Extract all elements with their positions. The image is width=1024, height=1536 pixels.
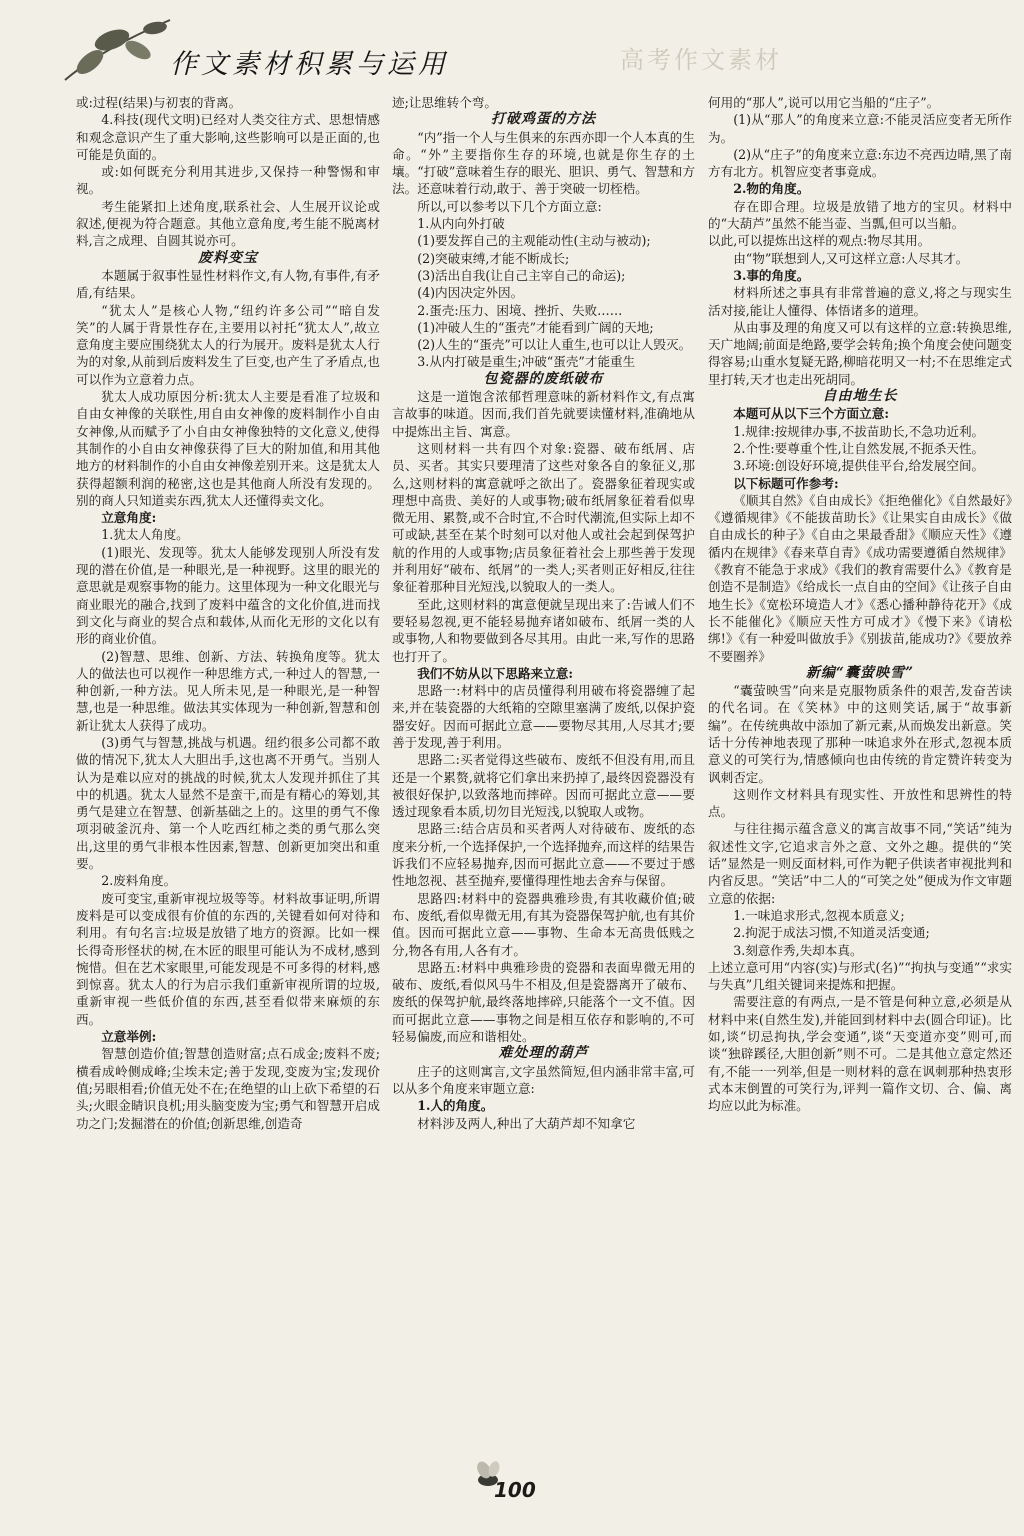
paragraph: 思路二:买者觉得这些破布、废纸不但没有用,而且还是一个累赘,就将它们拿出来扔掉了,最终因瓷器没有被很好保护,以致落地而摔碎。因而可据此立意——要透过现象看本质,切勿目光短浅,以貌取人或物。 xyxy=(392,752,695,820)
section-heading: 难处理的葫芦 xyxy=(498,1045,589,1062)
paragraph: (1)从“那人”的角度来立意:不能灵活应变者无所作为。 xyxy=(708,112,1012,145)
paragraph: 4.科技(现代文明)已经对人类交往方式、思想情感和观念意识产生了重大影响,这些影响可以是正面的,也可能是负面的。 xyxy=(76,112,380,162)
section-heading: 自由地生长 xyxy=(822,388,898,405)
section-heading: 新编“囊萤映雪” xyxy=(805,664,915,681)
paragraph: (1)冲破人生的“蛋壳”才能看到广阔的天地; xyxy=(417,319,654,335)
paragraph: (4)内因决定外因。 xyxy=(417,285,524,301)
paragraph: 思路四:材料中的瓷器典雅珍贵,有其收藏价值;破布、废纸,看似卑微无用,有其为瓷器保驾护航,也有其价值。因而可据此立意——事物、生命本无高贵低贱之分,物各有用,人各有才。 xyxy=(392,890,695,958)
paragraph: 存在即合理。垃圾是放错了地方的宝贝。材料中的“大葫芦”虽然不能当壶、当瓢,但可以当船。 xyxy=(708,198,1012,232)
header-title: 作文素材积累与运用 xyxy=(170,49,449,80)
header-faint-text: 高考作文素材 xyxy=(620,46,782,74)
paragraph: 迹;让思维转个弯。 xyxy=(392,95,497,110)
paragraph: 以下标题可作参考: xyxy=(733,475,839,491)
paragraph: 从由事及理的角度又可以有这样的立意:转换思维,天广地阔;前面是绝路,要学会转角;换个角度会使问题变得容易;山重水复疑无路,柳暗花明又一村;不在思维定式里打转,天才也走出死胡同。 xyxy=(708,319,1012,387)
paragraph: 材料涉及两人,种出了大葫芦却不知拿它 xyxy=(417,1115,636,1131)
paragraph: “囊萤映雪”向来是克服物质条件的艰苦,发奋苦读的代名词。在《笑林》中的这则笑话,属于“故事新编”。在传统典故中添加了新元素,从而焕发出新意。笑话十分传神地表现了那种一味追求外在形式,忽视本质意义的可笑行为,情感倾向也由传统的肯定赞许转变为讽刺否定。 xyxy=(708,683,1012,785)
paragraph: 1.人的角度。 xyxy=(417,1098,494,1114)
paragraph: 犹太人成功原因分析:犹太人主要是看准了垃圾和自由女神像的关联性,用自由女神像的废料制作小自由女神像,从而赋予了小自由女神像独特的文化意义,使得其制作的小自由女神像获得了巨大的附加值,和用其他地方的材料制作的小自由女神像差别开来。这是犹太人获得超额利润的秘密,这也是其他商人所没有发现的。别的商人只知道卖东西,犹太人还懂得卖文化。 xyxy=(76,389,380,508)
paragraph: 何用的“那人”,说可以用它当船的“庄子”。 xyxy=(708,95,940,110)
paragraph: 立意举例: xyxy=(101,1029,157,1045)
paragraph: 或:过程(结果)与初衷的背离。 xyxy=(76,95,242,110)
page-header xyxy=(0,0,1024,100)
section-heading: 包瓷器的废纸破布 xyxy=(483,370,604,387)
paragraph: 思路一:材料中的店员懂得利用破布将瓷器缠了起来,并在装瓷器的大纸箱的空隙里塞满了废纸,以保护瓷器安好。因而可据此立意——要物尽其用,人尽其才;要善于发现,善于利用。 xyxy=(392,683,695,750)
paragraph: 2.蛋壳:压力、困境、挫折、失败…… xyxy=(417,302,623,318)
paragraph: 材料所述之事具有非常普遍的意义,将之与现实生活对接,能让人懂得、体悟诸多的道理。 xyxy=(708,285,1012,318)
paragraph: 3.事的角度。 xyxy=(733,267,810,283)
paragraph: 我们不妨从以下思路来立意: xyxy=(417,665,573,681)
paragraph: (1)眼光、发现等。犹太人能够发现别人所没有发现的潜在价值,是一种眼光,是一种视野。这里的眼光的意思就是观察事物的能力。这里体现为一种文化眼光与商业眼光的融合,找到了废料中蕴含的文化价值,进而找到文化与商业的契合点和载体,从而化无形的文化以有形的商业价值。 xyxy=(76,544,380,647)
page-number: 100 xyxy=(494,1478,536,1502)
paragraph: (2)人生的“蛋壳”可以让人重生,也可以让人毁灭。 xyxy=(417,337,692,353)
paragraph: (2)智慧、思维、创新、方法、转换角度等。犹太人的做法也可以视作一种思维方式,一种过人的智慧,一种创新,一种方法。见人所未见,是一种眼光,是一种智慧,也是一种思维。做法其实体现为一种创新,智慧和创新让犹太人获得了成功。 xyxy=(76,648,380,733)
paragraph: 以此,可以提炼出这样的观点:物尽其用。 xyxy=(708,233,931,249)
paragraph: 1.规律:按规律办事,不拔苗助长,不急功近利。 xyxy=(733,423,985,439)
paragraph: 思路三:结合店员和买者两人对待破布、废纸的态度来分析,一个选择保护,一个选择抛弃,而这样的结果告诉我们不应轻易抛弃,因而可据此立意——不要过于感性地忽视、甚至抛弃,要懂得理性地去舍弃与保留。 xyxy=(392,821,695,889)
paragraph: “内”指一个人与生俱来的东西亦即一个人本真的生命。“外”主要指你生存的环境,也就是你生存的土壤。“打破”意味着生存的眼光、胆识、勇气、智慧和方法。还意味着行动,敢于、善于突破一切桎梏。 xyxy=(392,129,695,197)
leaf-branch-icon xyxy=(60,10,180,90)
paragraph: 考生能紧扣上述角度,联系社会、人生展开议论或叙述,便视为符合题意。其他立意角度,考生能不脱离材料,言之成理、自圆其说亦可。 xyxy=(76,198,380,249)
paragraph: (3)勇气与智慧,挑战与机遇。纽约很多公司都不敢做的情况下,犹太人大胆出手,这也离不开勇气。当别人认为是难以应对的挑战的时候,犹太人发现并抓住了其中的机遇。犹太人显然不是蛮干,而是有精心的筹划,其勇气是建立在智慧、创新基础之上的。这里的勇气不像项羽破釜沉舟、第一个人吃西红柿之类的勇气那么突出,这里的勇气非根本性因素,智慧、创新更加突出和重要。 xyxy=(76,734,380,872)
paragraph: (2)突破束缚,才能不断成长; xyxy=(417,250,570,266)
paragraph: 本题可从以下三个方面立意: xyxy=(733,406,889,422)
paragraph: (2)从“庄子”的角度来立意:东边不亮西边晴,黑了南方有北方。机智应变者事竟成。 xyxy=(708,146,1012,180)
paragraph: 这则材料一共有四个对象:瓷器、破布纸屑、店员、买者。其实只要理清了这些对象各自的象征义,那么,这则材料的寓意就呼之欲出了。瓷器象征着现实或理想中高贵、美好的人或事物;破布纸屑象征着看似卑微无用、累赘,或不合时宜,不合时代潮流,但实际上却不可或缺,甚至在某个时刻可以对他人或社会起到保驾护航的作用的人或事物;店员象征着社会上那些善于发现并利用好“破布、纸屑”的一类人;买者则正好相反,往往象征着那种目光短浅,以貌取人的一类人。 xyxy=(392,440,695,595)
paragraph: 1.犹太人角度。 xyxy=(101,527,189,543)
paragraph: 所以,可以参考以下几个方面立意: xyxy=(417,198,602,214)
paragraph: 3.刻意作秀,失却本真。 xyxy=(733,942,863,958)
paragraph: 与往往揭示蕴含意义的寓言故事不同,“笑话”纯为叙述性文字,它追求言外之意、文外之趣。提供的“笑话”显然是一则反面材料,可作为靶子供读者审视批判和内省反思。“笑话”中二人的“可笑之处”便成为作文审题立意的依据: xyxy=(708,821,1012,906)
paragraph: 至此,这则材料的寓意便就呈现出来了:告诫人们不要轻易忽视,更不能轻易抛弃诸如破布、纸屑一类的人或事物,人和物要做到各尽其用。由此一来,写作的思路也打开了。 xyxy=(392,596,695,664)
paragraph: 2.个性:要尊重个性,让自然发展,不扼杀天性。 xyxy=(733,440,985,456)
paragraph: 1.一味追求形式,忽视本质意义; xyxy=(733,907,905,923)
paragraph: (3)活出自我(让自己主宰自己的命运); xyxy=(417,267,626,283)
section-heading: 打破鸡蛋的方法 xyxy=(491,111,596,128)
paragraph: 庄子的这则寓言,文字虽然简短,但内涵非常丰富,可以从多个角度来审题立意: xyxy=(392,1063,695,1096)
paragraph: 由“物”联想到人,又可这样立意:人尽其才。 xyxy=(733,250,969,266)
paragraph: 这则作文材料具有现实性、开放性和思辨性的特点。 xyxy=(708,786,1012,820)
paragraph: 《顺其自然》《自由成长》《拒绝催化》《自然最好》《遵循规律》《不能拔苗助长》《让果实自由成长》《做自由成长的种子》《自由之果最香甜》《顺应天性》《遵循内在规律》《春来草自青》《成功需要遵循自然规律》《教育不能急于求成》《我们的教育需要什么》《教育是创造不是制造》《给成长一点自由的空间》《让孩子自由地生长》《宽松环境造人才》《悉心播种静待花开》《成长不能催化》《顺应天性方可成才》《慢下来》《请松绑!》《有一种爱叫做放手》《别拔苗,能成功?》《要放养不要圈养》 xyxy=(708,492,1012,664)
paragraph: “犹太人”是核心人物,“纽约许多公司”“暗自发笑”的人属于背景性存在,主要用以衬托“犹太人”,故立意角度主要应围绕犹太人的行为展开。废料是犹太人行为的对象,从前到后废料发生了巨变,也产生了矛盾点,也可以作为立意着力点。 xyxy=(76,302,380,387)
paragraph: 3.环境:创设好环境,提供佳平台,给发展空间。 xyxy=(733,458,985,474)
paragraph: 立意角度: xyxy=(101,510,157,526)
paragraph: 2.物的角度。 xyxy=(733,181,810,197)
paragraph: 3.从内打破是重生;冲破“蛋壳”才能重生 xyxy=(417,354,636,370)
paragraph: 这是一道饱含浓郁哲理意味的新材料作文,有点寓言故事的味道。因而,我们首先就要读懂材料,准确地从中提炼出主旨、寓意。 xyxy=(392,389,695,439)
paragraph: 1.从内向外打破 xyxy=(417,216,505,232)
paragraph: 2.拘泥于成法习惯,不知道灵活变通; xyxy=(733,925,930,941)
paragraph: 本题属于叙事性显性材料作文,有人物,有事件,有矛盾,有结果。 xyxy=(76,267,380,301)
column-middle xyxy=(392,94,695,1132)
paragraph: 2.废料角度。 xyxy=(101,873,177,889)
section-heading: 废料变宝 xyxy=(198,249,258,266)
column-left xyxy=(76,94,380,1132)
paragraph: (1)要发挥自己的主观能动性(主动与被动); xyxy=(417,233,651,249)
paragraph: 废可变宝,重新审视垃圾等等。材料故事证明,所谓废料是可以变成很有价值的东西的,关键看如何对待和利用。有句名言:垃圾是放错了地方的资源。比如一棵长得奇形怪状的树,在木匠的眼里可能认为不成材,感到惋惜。但在艺术家眼里,可能发现是不可多得的材料,感到惊喜。犹太人的行为启示我们重新审视所谓的垃圾,重新审视一些低价值的东西,甚至看似带来麻烦的东西。 xyxy=(76,890,380,1027)
paragraph: 智慧创造价值;智慧创造财富;点石成金;废料不废;横看成岭侧成峰;尘埃未定;善于发现,变废为宝;发现价值;另眼相看;价值无处不在;在绝望的山上砍下希望的石头;火眼金睛识良机;用头脑变废为宝;勇气和智慧开启成功之门;发掘潜在的价值;创新思维,创造奇 xyxy=(76,1046,380,1131)
column-right xyxy=(708,94,1012,1115)
paragraph: 思路五:材料中典雅珍贵的瓷器和表面卑微无用的破布、废纸,看似风马牛不相及,但是瓷器离开了破布、废纸的保驾护航,最终落地摔碎,只能落个一文不值。因而可据此立意——事物之间是相互依存和影响的,不可轻易偏废,而应和谐相处。 xyxy=(392,959,695,1045)
paragraph: 需要注意的有两点,一是不管是何种立意,必须是从材料中来(自然生发),并能回到材料中去(圆合印证)。比如,谈“切忌拘执,学会变通”,谈“天变道亦变”则可,而谈“独辟蹊径,大胆创新”则不可。二是其他立意定然还有,不能一一列举,但是一则材料的意在讽刺那种热衷形式本末倒置的可笑行为,评判一篇作文切、合、偏、离均应以此为标准。 xyxy=(708,994,1012,1114)
paragraph: 或:如何既充分利用其进步,又保持一种警惕和审视。 xyxy=(76,164,380,197)
paragraph: 上述立意可用“内容(实)与形式(名)”“拘执与变通”“求实与失真”几组关键词来提炼和把握。 xyxy=(708,959,1012,993)
